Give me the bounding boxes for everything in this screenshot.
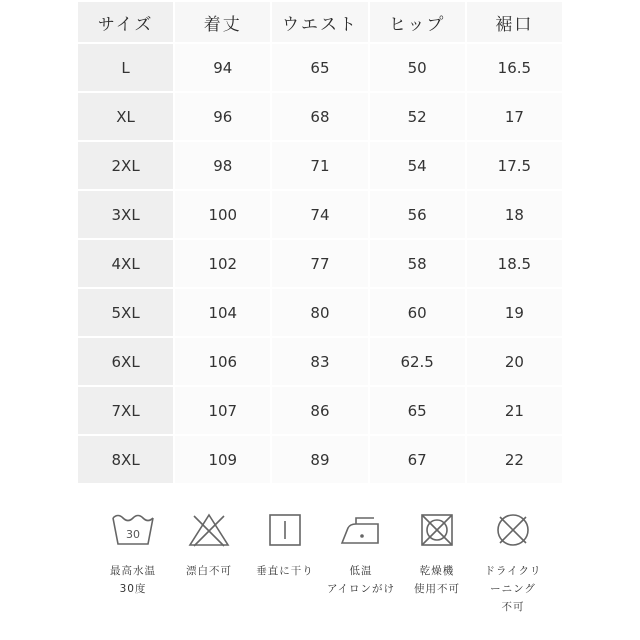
measure-cell: 65 [272, 44, 367, 91]
measure-cell: 67 [370, 436, 465, 483]
header-size: サイズ [78, 2, 173, 42]
care-label-dryer: 乾燥機 使用不可 [414, 565, 460, 595]
measure-cell: 17.5 [467, 142, 562, 189]
measure-cell: 22 [467, 436, 562, 483]
size-cell: XL [78, 93, 173, 140]
no-bleach-icon [186, 510, 232, 550]
measure-cell: 74 [272, 191, 367, 238]
no-tumble-dry-icon [414, 510, 460, 550]
measure-cell: 18 [467, 191, 562, 238]
header-waist: ウエスト [272, 2, 367, 42]
measure-cell: 56 [370, 191, 465, 238]
measure-cell: 58 [370, 240, 465, 287]
care-label-iron: 低温 アイロンがけ [326, 565, 396, 595]
table-row [78, 44, 562, 91]
measure-cell: 65 [370, 387, 465, 434]
measure-cell: 21 [467, 387, 562, 434]
table-row [78, 240, 562, 287]
size-cell: 2XL [78, 142, 173, 189]
measure-cell: 98 [175, 142, 270, 189]
measure-cell: 106 [175, 338, 270, 385]
measure-cell: 50 [370, 44, 465, 91]
measure-cell: 94 [175, 44, 270, 91]
measure-cell: 16.5 [467, 44, 562, 91]
care-no-dry-clean [468, 500, 558, 616]
measure-cell: 54 [370, 142, 465, 189]
measure-cell: 17 [467, 93, 562, 140]
table-row [78, 387, 562, 434]
measure-cell: 83 [272, 338, 367, 385]
measure-cell: 107 [175, 387, 270, 434]
table-row [78, 436, 562, 483]
header-hip: ヒップ [370, 2, 465, 42]
measure-cell: 96 [175, 93, 270, 140]
table-body [78, 44, 562, 483]
measure-cell: 71 [272, 142, 367, 189]
care-instructions [88, 500, 558, 640]
size-cell: 7XL [78, 387, 173, 434]
size-cell: 8XL [78, 436, 173, 483]
measure-cell: 102 [175, 240, 270, 287]
measure-cell: 19 [467, 289, 562, 336]
size-cell: 3XL [78, 191, 173, 238]
measure-cell: 62.5 [370, 338, 465, 385]
size-cell: 6XL [78, 338, 173, 385]
measure-cell: 86 [272, 387, 367, 434]
header-hem: 裾口 [467, 2, 562, 42]
size-cell: 4XL [78, 240, 173, 287]
measure-cell: 68 [272, 93, 367, 140]
measure-cell: 109 [175, 436, 270, 483]
care-label-bleach: 漂白不可 [186, 565, 232, 577]
size-cell: L [78, 44, 173, 91]
measure-cell: 77 [272, 240, 367, 287]
table-row [78, 93, 562, 140]
measure-cell: 104 [175, 289, 270, 336]
measure-cell: 20 [467, 338, 562, 385]
table-row [78, 142, 562, 189]
measure-cell: 18.5 [467, 240, 562, 287]
wash-tub-30-icon [110, 510, 156, 550]
care-label-hang: 垂直に干り [256, 565, 314, 577]
table-row [78, 338, 562, 385]
iron-low-icon [338, 510, 384, 550]
size-chart-table [76, 0, 564, 485]
care-label-wash: 最高水温 30度 [110, 565, 156, 595]
measure-cell: 100 [175, 191, 270, 238]
header-length: 着丈 [175, 2, 270, 42]
wash-temp-text: 30 [126, 528, 140, 541]
no-dry-clean-icon [490, 510, 536, 550]
measure-cell: 89 [272, 436, 367, 483]
care-label-dryclean: ドライクリ ーニング 不可 [484, 565, 542, 613]
size-cell: 5XL [78, 289, 173, 336]
measure-cell: 52 [370, 93, 465, 140]
table-row [78, 191, 562, 238]
measure-cell: 60 [370, 289, 465, 336]
hang-dry-icon [262, 510, 308, 550]
measure-cell: 80 [272, 289, 367, 336]
table-row [78, 289, 562, 336]
table-header-row [78, 2, 562, 42]
